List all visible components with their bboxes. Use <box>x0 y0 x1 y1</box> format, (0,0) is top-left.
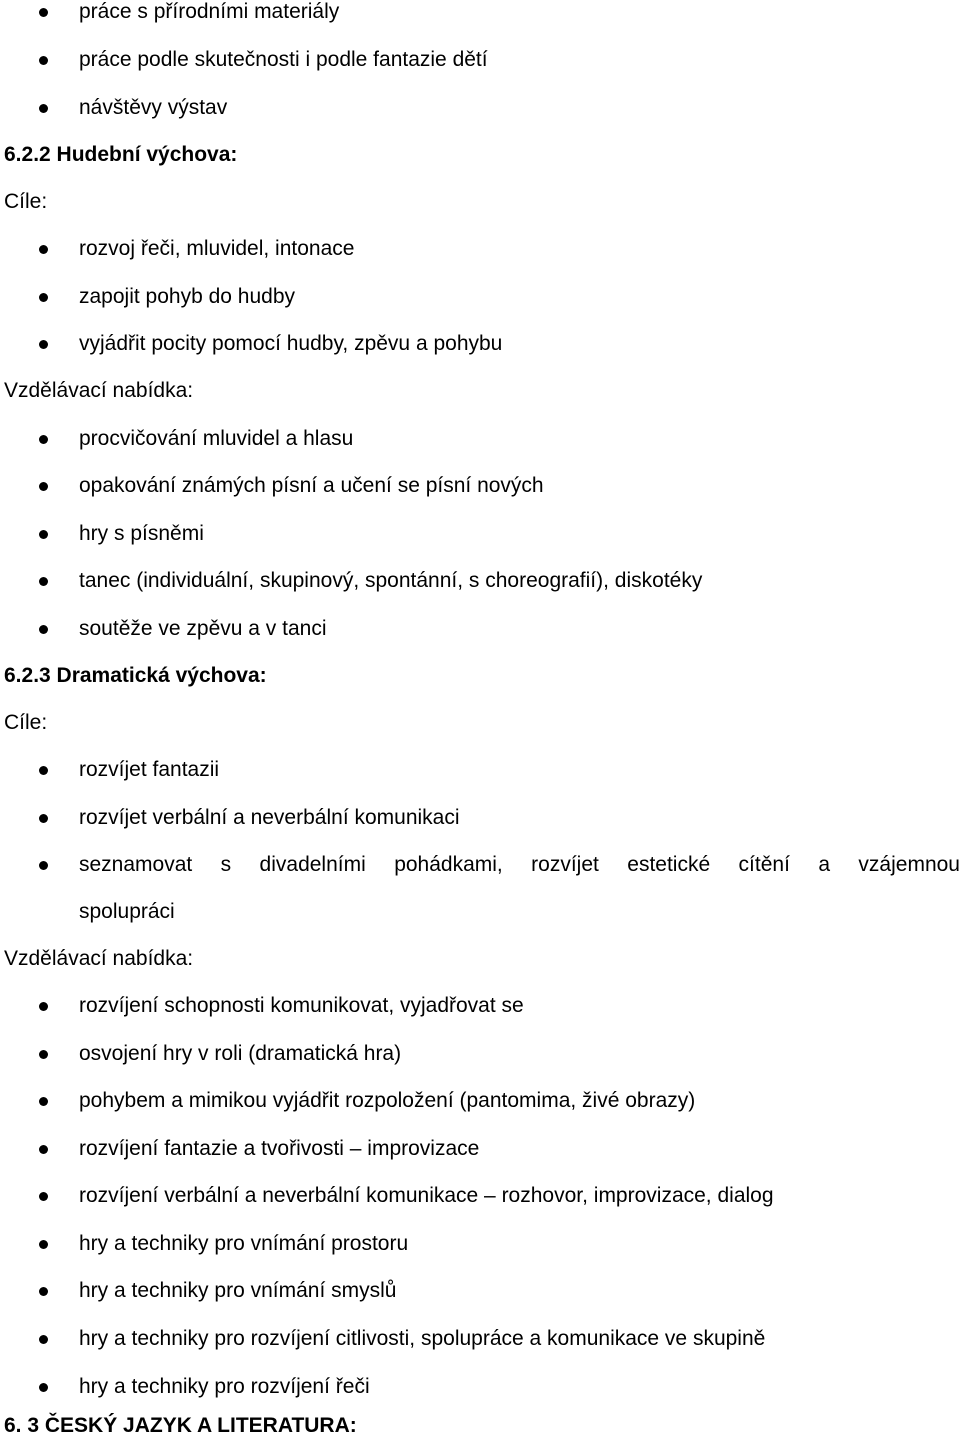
list-item <box>0 1134 960 1164</box>
bullet-icon <box>39 1287 48 1296</box>
list-item-text: rozvíjet fantazii <box>79 758 220 781</box>
list-item-text: procvičování mluvidel a hlasu <box>79 427 354 450</box>
bullet-icon <box>39 577 48 586</box>
bullet-icon <box>39 1383 48 1392</box>
goals-label: Cíle: <box>4 190 48 213</box>
bullet-icon <box>39 1145 48 1154</box>
offer-label: Vzdělávací nabídka: <box>4 947 194 970</box>
bullet-icon <box>39 245 48 254</box>
word: vzájemnou <box>858 853 960 876</box>
list-item <box>0 614 960 644</box>
list-item <box>0 0 960 27</box>
list-item-text: zapojit pohyb do hudby <box>79 285 295 308</box>
list-item <box>0 755 960 785</box>
list-item <box>0 1276 960 1306</box>
bullet-icon <box>39 340 48 349</box>
list-item <box>0 991 960 1021</box>
word: pohádkami, <box>394 853 503 876</box>
list-item-text: rozvíjení verbální a neverbální komunikace – rozhovor, improvizace, dialog <box>79 1184 774 1207</box>
list-item <box>0 471 960 501</box>
list-item <box>0 566 960 596</box>
list-item <box>0 1324 960 1354</box>
offer-label: Vzdělávací nabídka: <box>4 379 194 402</box>
list-item <box>0 803 960 833</box>
bullet-icon <box>39 1002 48 1011</box>
list-item-text: hry a techniky pro rozvíjení citlivosti, spolupráce a komunikace ve skupině <box>79 1327 766 1350</box>
list-item-text: rozvíjet verbální a neverbální komunikaci <box>79 806 460 829</box>
word: s <box>220 853 232 876</box>
word: divadelními <box>259 853 366 876</box>
list-item <box>0 282 960 312</box>
bullet-icon <box>39 293 48 302</box>
list-item-text: spolupráci <box>79 900 175 923</box>
bullet-icon <box>39 625 48 634</box>
list-item <box>0 329 960 359</box>
list-item-text-justified <box>79 850 960 880</box>
list-item-text: rozvoj řeči, mluvidel, intonace <box>79 237 355 260</box>
list-item-text: rozvíjení fantazie a tvořivosti – improvizace <box>79 1137 480 1160</box>
word: cítění <box>738 853 790 876</box>
list-item-text: opakování známých písní a učení se písní nových <box>79 474 544 497</box>
bullet-icon <box>39 766 48 775</box>
bullet-icon <box>39 530 48 539</box>
bullet-icon <box>39 1097 48 1106</box>
bullet-icon <box>39 435 48 444</box>
section-heading-music: 6.2.2 Hudební výchova: <box>4 143 238 166</box>
bullet-icon <box>39 56 48 65</box>
list-item-text: osvojení hry v roli (dramatická hra) <box>79 1042 402 1065</box>
bullet-icon <box>39 1240 48 1249</box>
list-item-text: vyjádřit pocity pomocí hudby, zpěvu a pohybu <box>79 332 503 355</box>
word: rozvíjet <box>531 853 599 876</box>
list-item <box>0 234 960 264</box>
bullet-icon <box>39 8 48 17</box>
bullet-icon <box>39 861 48 870</box>
word: estetické <box>627 853 711 876</box>
list-item <box>0 1181 960 1211</box>
section-heading-drama: 6.2.3 Dramatická výchova: <box>4 664 267 687</box>
list-item-text: hry a techniky pro vnímání prostoru <box>79 1232 409 1255</box>
word: a <box>818 853 831 876</box>
list-item-text: rozvíjení schopnosti komunikovat, vyjadřovat se <box>79 994 524 1017</box>
list-item <box>0 93 960 123</box>
bullet-icon <box>39 1050 48 1059</box>
list-item <box>0 519 960 549</box>
list-item-text: návštěvy výstav <box>79 96 228 119</box>
list-item-text: pohybem a mimikou vyjádřit rozpoložení (pantomima, živé obrazy) <box>79 1089 696 1112</box>
list-item-text: hry s písněmi <box>79 522 204 545</box>
list-item-text: soutěže ve zpěvu a v tanci <box>79 617 327 640</box>
bullet-icon <box>39 1335 48 1344</box>
bullet-icon <box>39 104 48 113</box>
list-item <box>0 1372 960 1402</box>
list-item <box>0 1039 960 1069</box>
list-item-text: práce podle skutečnosti i podle fantazie dětí <box>79 48 488 71</box>
list-item-text: hry a techniky pro vnímání smyslů <box>79 1279 397 1302</box>
goals-label: Cíle: <box>4 711 48 734</box>
list-item-text: hry a techniky pro rozvíjení řeči <box>79 1375 370 1398</box>
section-heading-czech: 6. 3 ČESKÝ JAZYK A LITERATURA: <box>4 1414 357 1437</box>
list-item-text: práce s přírodními materiály <box>79 0 340 23</box>
list-item <box>0 1086 960 1116</box>
list-item-continuation <box>0 897 960 927</box>
word: seznamovat <box>79 853 193 876</box>
list-item-text: tanec (individuální, skupinový, spontánní, s choreografií), diskotéky <box>79 569 703 592</box>
list-item <box>0 45 960 75</box>
list-item <box>0 424 960 454</box>
list-item <box>0 1229 960 1259</box>
bullet-icon <box>39 1192 48 1201</box>
bullet-icon <box>39 814 48 823</box>
bullet-icon <box>39 482 48 491</box>
